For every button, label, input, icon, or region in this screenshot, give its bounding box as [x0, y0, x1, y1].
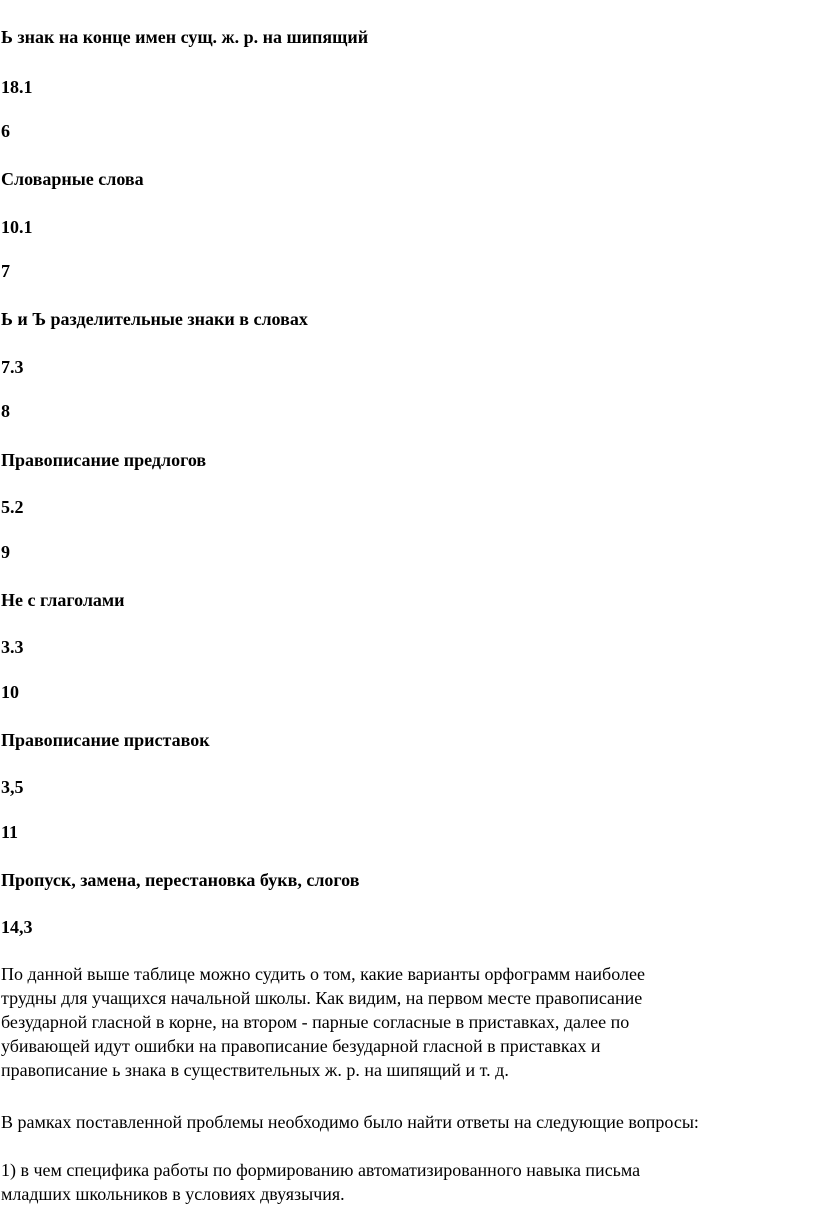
table-row-topic: Правописание предлогов [1, 450, 207, 470]
table-row-percent: 10.1 [1, 217, 33, 237]
paragraph-line: младших школьников в условиях двуязычия. [1, 1184, 345, 1204]
table-row-percent: 3.3 [1, 637, 24, 657]
table-row-percent: 3,5 [1, 777, 24, 797]
table-row-number: 7 [1, 261, 10, 281]
paragraph-line: По данной выше таблице можно судить о том, какие варианты орфограмм наиболее [1, 964, 645, 984]
body-paragraph-analysis [1, 962, 815, 1082]
table-row-number: 11 [1, 822, 19, 842]
paragraph-line: 1) в чем специфика работы по формированию автоматизированного навыка письма [1, 1160, 641, 1180]
table-row-number: 10 [1, 682, 19, 702]
body-paragraph-problem [1, 1110, 815, 1134]
table-row-topic: Пропуск, замена, перестановка букв, слогов [1, 870, 360, 890]
table-row-topic: Не с глаголами [1, 590, 125, 610]
table-row-topic: Правописание приставок [1, 730, 210, 750]
body-paragraph-question [1, 1158, 815, 1206]
paragraph-line: убивающей идут ошибки на правописание безударной гласной в приставках и [1, 1036, 601, 1056]
table-row-topic: Словарные слова [1, 169, 144, 189]
paragraph-line: В рамках поставленной проблемы необходимо было найти ответы на следующие вопросы: [1, 1112, 699, 1132]
table-row-topic: Ь знак на конце имен сущ. ж. р. на шипящий [1, 27, 369, 47]
table-row-number: 9 [1, 542, 10, 562]
table-row-percent: 18.1 [1, 77, 33, 97]
table-row-number: 6 [1, 121, 10, 141]
paragraph-line: трудны для учащихся начальной школы. Как видим, на первом месте правописание [1, 988, 643, 1008]
paragraph-line: безударной гласной в корне, на втором - парные согласные в приставках, далее по [1, 1012, 630, 1032]
table-row-percent: 14,3 [1, 917, 33, 937]
paragraph-line: правописание ь знака в существительных ж. р. на шипящий и т. д. [1, 1060, 509, 1080]
table-row-percent: 5.2 [1, 497, 24, 517]
table-row-topic: Ь и Ъ разделительные знаки в словах [1, 309, 308, 329]
table-row-number: 8 [1, 401, 10, 421]
table-row-percent: 7.3 [1, 357, 24, 377]
